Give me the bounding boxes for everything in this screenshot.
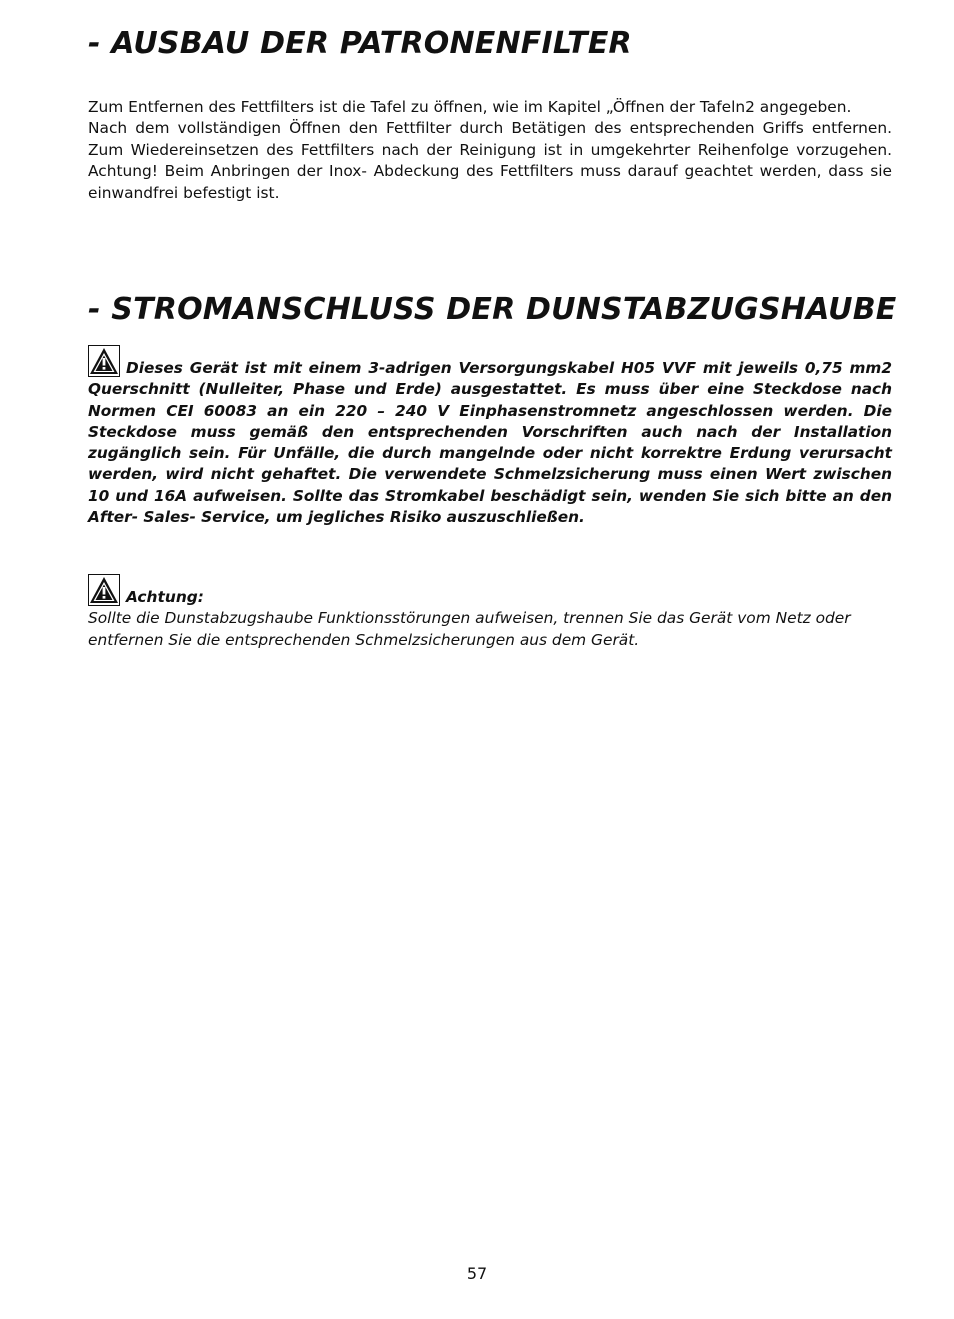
section-title-patronenfilter: - AUSBAU DER PATRONENFILTER (88, 26, 632, 61)
caution-label: Achtung: (126, 588, 204, 606)
warning-block-electrical (88, 345, 892, 528)
warning-triangle-icon (88, 574, 120, 606)
page-number: 57 (466, 1264, 488, 1283)
section-title-stromanschluss: - STROMANSCHLUSS DER DUNSTABZUGSHAUBE (88, 292, 897, 327)
warning-text-electrical: Dieses Gerät ist mit einem 3-adrigen Versorgungskabel H05 VVF mit jeweils 0,75 mm2 Querschnitt (Nulleiter, Phase und Erde) ausgestattet. Es muss über eine Steckdose nach Normen CEI 60083 an ein 220 – 240 V Einphasenstromnetz angeschlossen werden. Die Steckdose muss gemäß den entsprechenden Vorschriften auch nach der Installation zugänglich sein. Für Unfälle, die durch mangelnde oder nicht korrektre Erdung verursacht werden, wird nicht gehaftet. Die verwendete Schmelzsicherung muss einen Wert zwischen 10 und 16A aufweisen. Sollte das Stromkabel beschädigt sein, wenden Sie sich bitte an den After- Sales- Service, um jegliches Risiko auszuschließen. (88, 359, 892, 527)
caution-text: Sollte die Dunstabzugshaube Funktionsstörungen aufweisen, trennen Sie das Gerät vom Netz oder entfernen Sie die entsprechenden Schmelzsicherungen aus dem Gerät. (88, 609, 851, 649)
paragraph-fettfilter-oeffnen: Zum Entfernen des Fettfilters ist die Tafel zu öffnen, wie im Kapitel „Öffnen der Tafeln2 angegeben. (88, 98, 852, 116)
warning-triangle-icon (88, 345, 120, 377)
caution-block (88, 574, 892, 651)
paragraph-fettfilter-entfernen: Nach dem vollständigen Öffnen den Fettfilter durch Betätigen des entsprechenden Griffs entfernen. Zum Wiedereinsetzen des Fettfilters nach der Reinigung ist in umgekehrter Reihenfolge vorzugehen. Achtung! Beim Anbringen der Inox- Abdeckung des Fettfilters muss darauf geachtet werden, dass sie einwandfrei befestigt ist. (88, 119, 892, 202)
section-body-patronenfilter (88, 97, 892, 204)
